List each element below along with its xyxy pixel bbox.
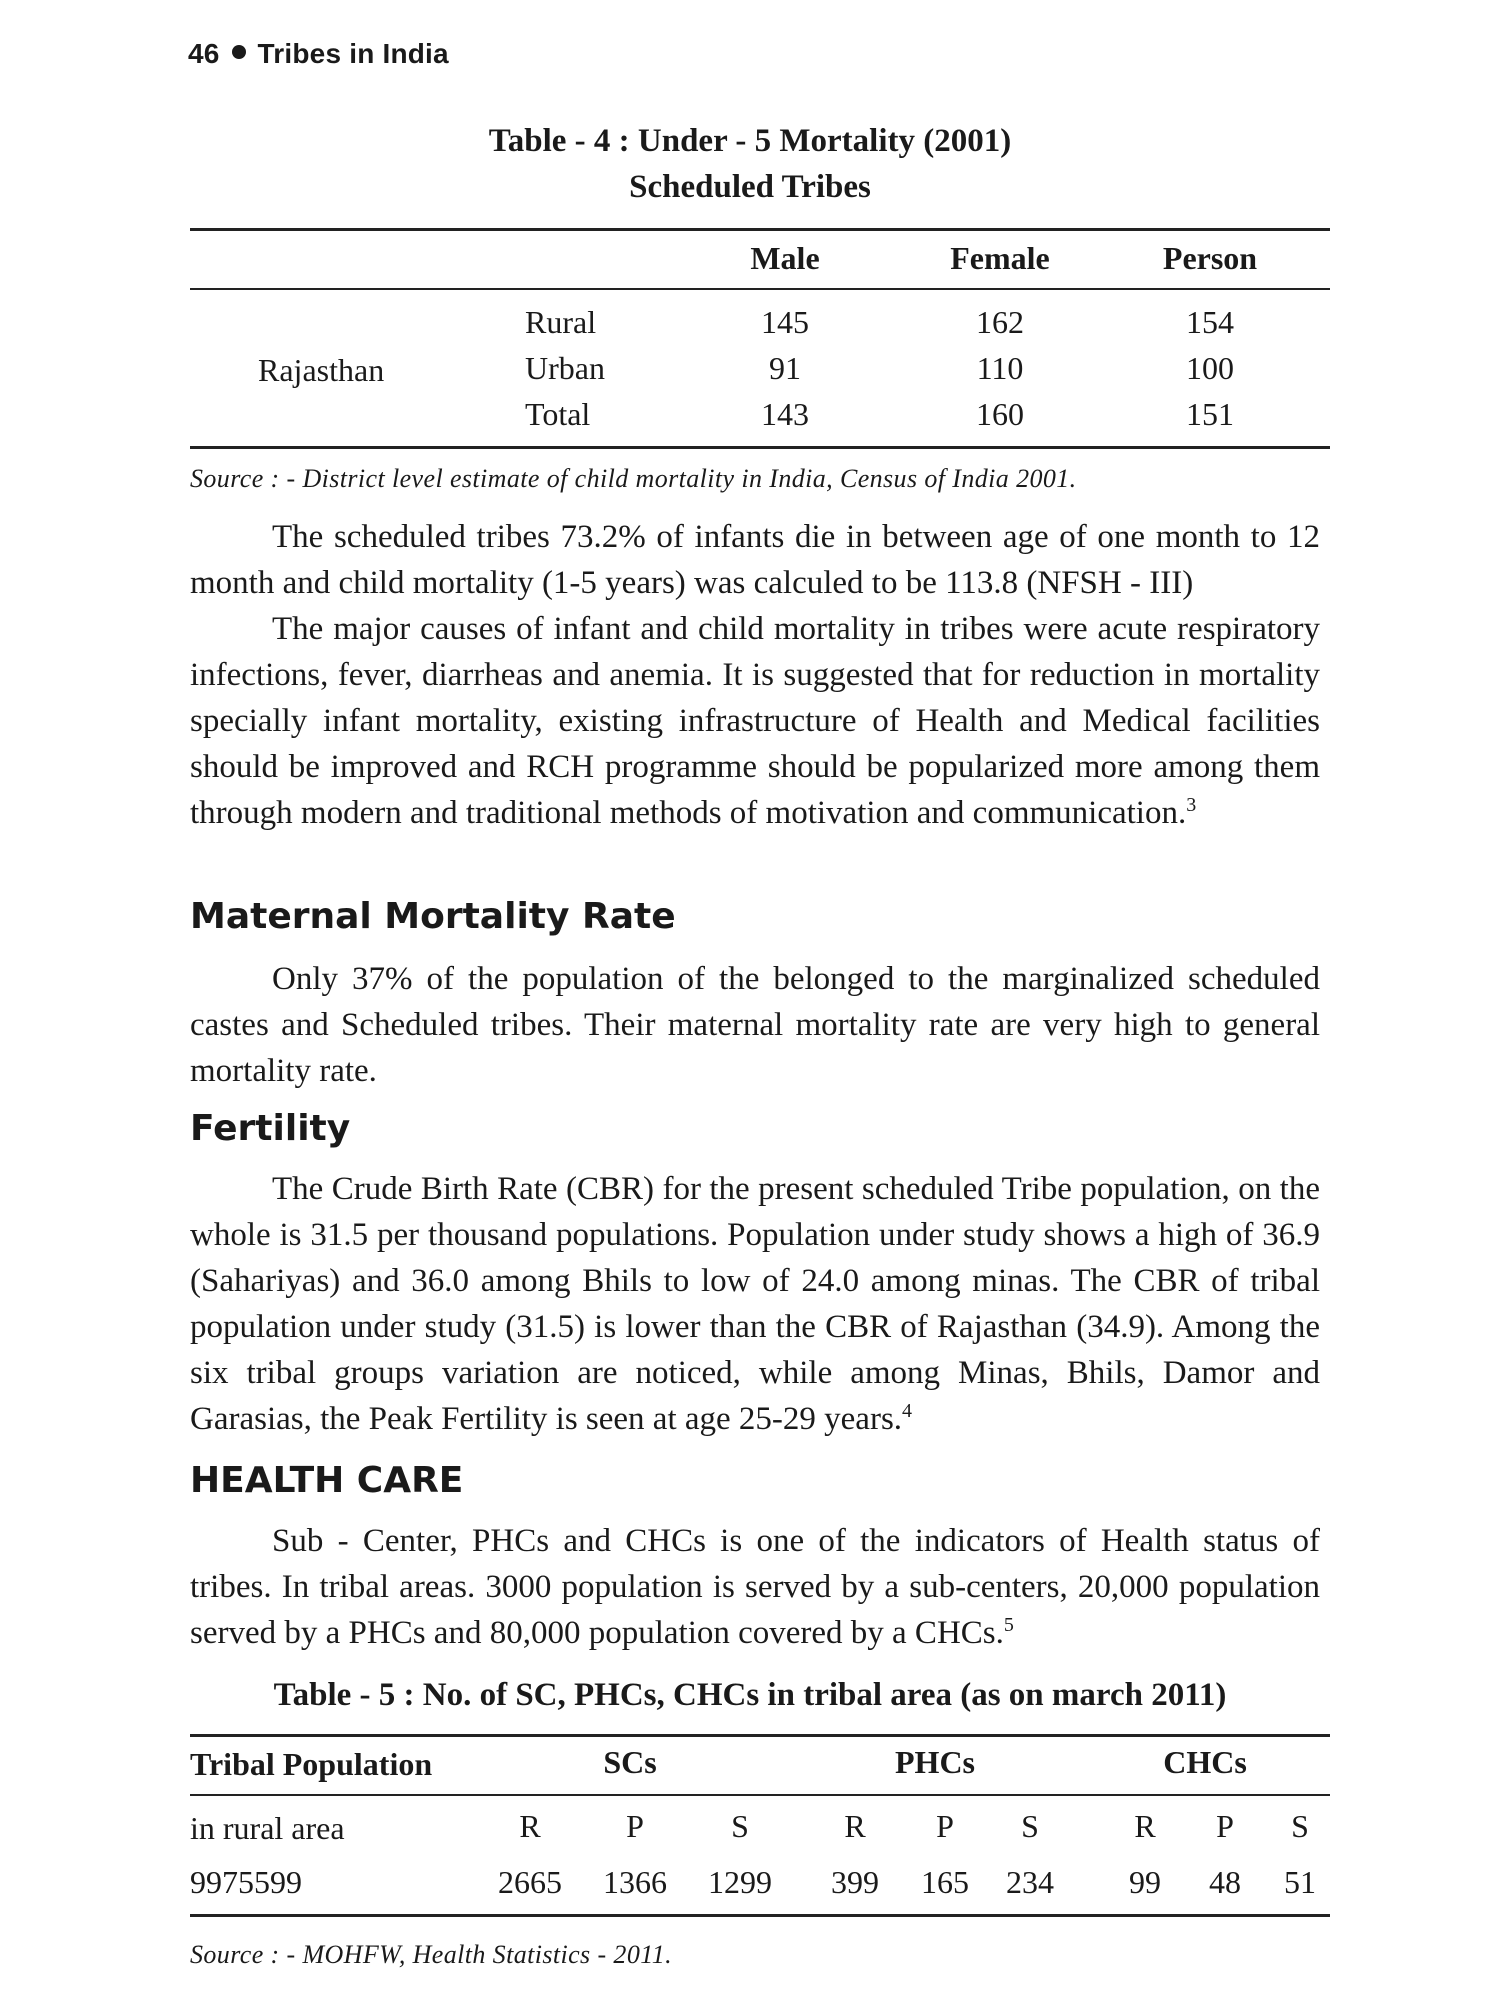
- footnote-ref: 4: [902, 1400, 913, 1422]
- footnote-ref: 3: [1186, 794, 1197, 816]
- table5-header-rule: [190, 1794, 1330, 1796]
- table4-cell: 143: [761, 396, 809, 432]
- table5-subhead: P: [1216, 1808, 1234, 1844]
- table4-top-rule: [190, 228, 1330, 231]
- bullet-icon: [232, 45, 246, 59]
- table5-subhead: P: [936, 1808, 954, 1844]
- page-number: 46: [188, 38, 220, 69]
- table4-cell: 145: [761, 304, 809, 340]
- table5-cell: 1299: [708, 1864, 772, 1900]
- paragraph-fertility-text: The Crude Birth Rate (CBR) for the present scheduled Tribe population, on the whole is 31.5 per thousand populations. Population under study shows a high of 36.9 (Sahariyas) and 36.0 among Bhils to low of 24.0 among minas. The CBR of tribal population under study (31.5) is lower than the CBR of Rajasthan (34.9). Among the six tribal groups variation are noticed, while among Minas, Bhils, Damor and Garasias, the Peak Fertility is seen at age 25-29 years.: [190, 1171, 1320, 1437]
- table5-subhead: S: [1021, 1808, 1039, 1844]
- footnote-ref: 5: [1003, 1614, 1014, 1636]
- table4-row-label: Rural: [525, 304, 597, 340]
- table4-bottom-rule: [190, 446, 1330, 449]
- table4-source: Source : - District level estimate of child mortality in India, Census of India 2001.: [190, 464, 1077, 493]
- table4-cell: 100: [1186, 350, 1234, 386]
- heading-health-care: HEALTH CARE: [190, 1460, 464, 1501]
- paragraph-fertility: [190, 1166, 1320, 1442]
- heading-maternal-mortality: Maternal Mortality Rate: [190, 896, 676, 937]
- table5-cell: 165: [921, 1864, 969, 1900]
- table5-cell: 399: [831, 1864, 879, 1900]
- table4-row-label: Urban: [525, 350, 605, 386]
- table5-cell: 48: [1209, 1864, 1241, 1900]
- table4-header-female: Female: [950, 240, 1050, 276]
- table5-cell: 1366: [603, 1864, 667, 1900]
- table5-source: Source : - MOHFW, Health Statistics - 2011.: [190, 1940, 673, 1969]
- table5-cell: 99: [1129, 1864, 1161, 1900]
- table5-cell: 234: [1006, 1864, 1054, 1900]
- table4-cell: 154: [1186, 304, 1234, 340]
- table5-subhead: R: [519, 1808, 541, 1844]
- table4-header-rule: [190, 288, 1330, 290]
- book-title: Tribes in India: [257, 38, 449, 69]
- table5-subhead: P: [626, 1808, 644, 1844]
- paragraph-causes-text: The major causes of infant and child mortality in tribes were acute respiratory infections, fever, diarrheas and anemia. It is suggested that for reduction in mortality specially infant mortality, existing infrastructure of Health and Medical facilities should be improved and RCH programme should be popularized more among them through modern and traditional methods of motivation and communication.: [190, 611, 1320, 831]
- table4-cell: 162: [976, 304, 1024, 340]
- table5-cell: 2665: [498, 1864, 562, 1900]
- table5-title: Table - 5 : No. of SC, PHCs, CHCs in tribal area (as on march 2011): [273, 1677, 1227, 1713]
- paragraph-health-care: [190, 1518, 1320, 1656]
- table4-header-person: Person: [1162, 240, 1258, 276]
- table5-bottom-rule: [190, 1914, 1330, 1917]
- table5-cell: 51: [1284, 1864, 1316, 1900]
- paragraph-health-care-text: Sub - Center, PHCs and CHCs is one of the indicators of Health status of tribes. In tribal areas. 3000 population is served by a sub-centers, 20,000 population served by a PHCs and 80,000 population covered by a CHCs.: [190, 1523, 1320, 1651]
- table4-cell: 91: [769, 350, 801, 386]
- table5-subhead: S: [731, 1808, 749, 1844]
- table4-state: Rajasthan: [258, 352, 385, 388]
- paragraph-causes: [190, 606, 1320, 836]
- table5-population: 9975599: [190, 1864, 302, 1900]
- table4-header-male: Male: [750, 240, 820, 276]
- table4-cell: 110: [976, 350, 1024, 386]
- table4-subtitle: Scheduled Tribes: [629, 169, 871, 205]
- table5-top-rule: [190, 1734, 1330, 1737]
- table4-cell: 160: [976, 396, 1024, 432]
- table5-sub-label: in rural area: [190, 1810, 345, 1846]
- table5-header-tribal: Tribal Population: [190, 1746, 433, 1782]
- table5-subhead: R: [1134, 1808, 1156, 1844]
- table4-row-label: Total: [525, 396, 591, 432]
- table5-subhead: R: [844, 1808, 866, 1844]
- table5-header-scs: SCs: [603, 1744, 657, 1780]
- heading-fertility: Fertility: [190, 1108, 351, 1149]
- table5-header-phcs: PHCs: [895, 1744, 975, 1780]
- paragraph-infant-mortality: The scheduled tribes 73.2% of infants die in between age of one month to 12 month and child mortality (1-5 years) was calculed to be 113.8 (NFSH - III): [190, 519, 1320, 601]
- table5-header-chcs: CHCs: [1163, 1744, 1247, 1780]
- table4-title: Table - 4 : Under - 5 Mortality (2001): [488, 123, 1012, 159]
- table5-subhead: S: [1291, 1808, 1309, 1844]
- table4-cell: 151: [1186, 396, 1234, 432]
- paragraph-maternal: Only 37% of the population of the belonged to the marginalized scheduled castes and Scheduled tribes. Their maternal mortality rate are very high to general mortality rate.: [190, 961, 1320, 1089]
- running-head: [188, 38, 449, 70]
